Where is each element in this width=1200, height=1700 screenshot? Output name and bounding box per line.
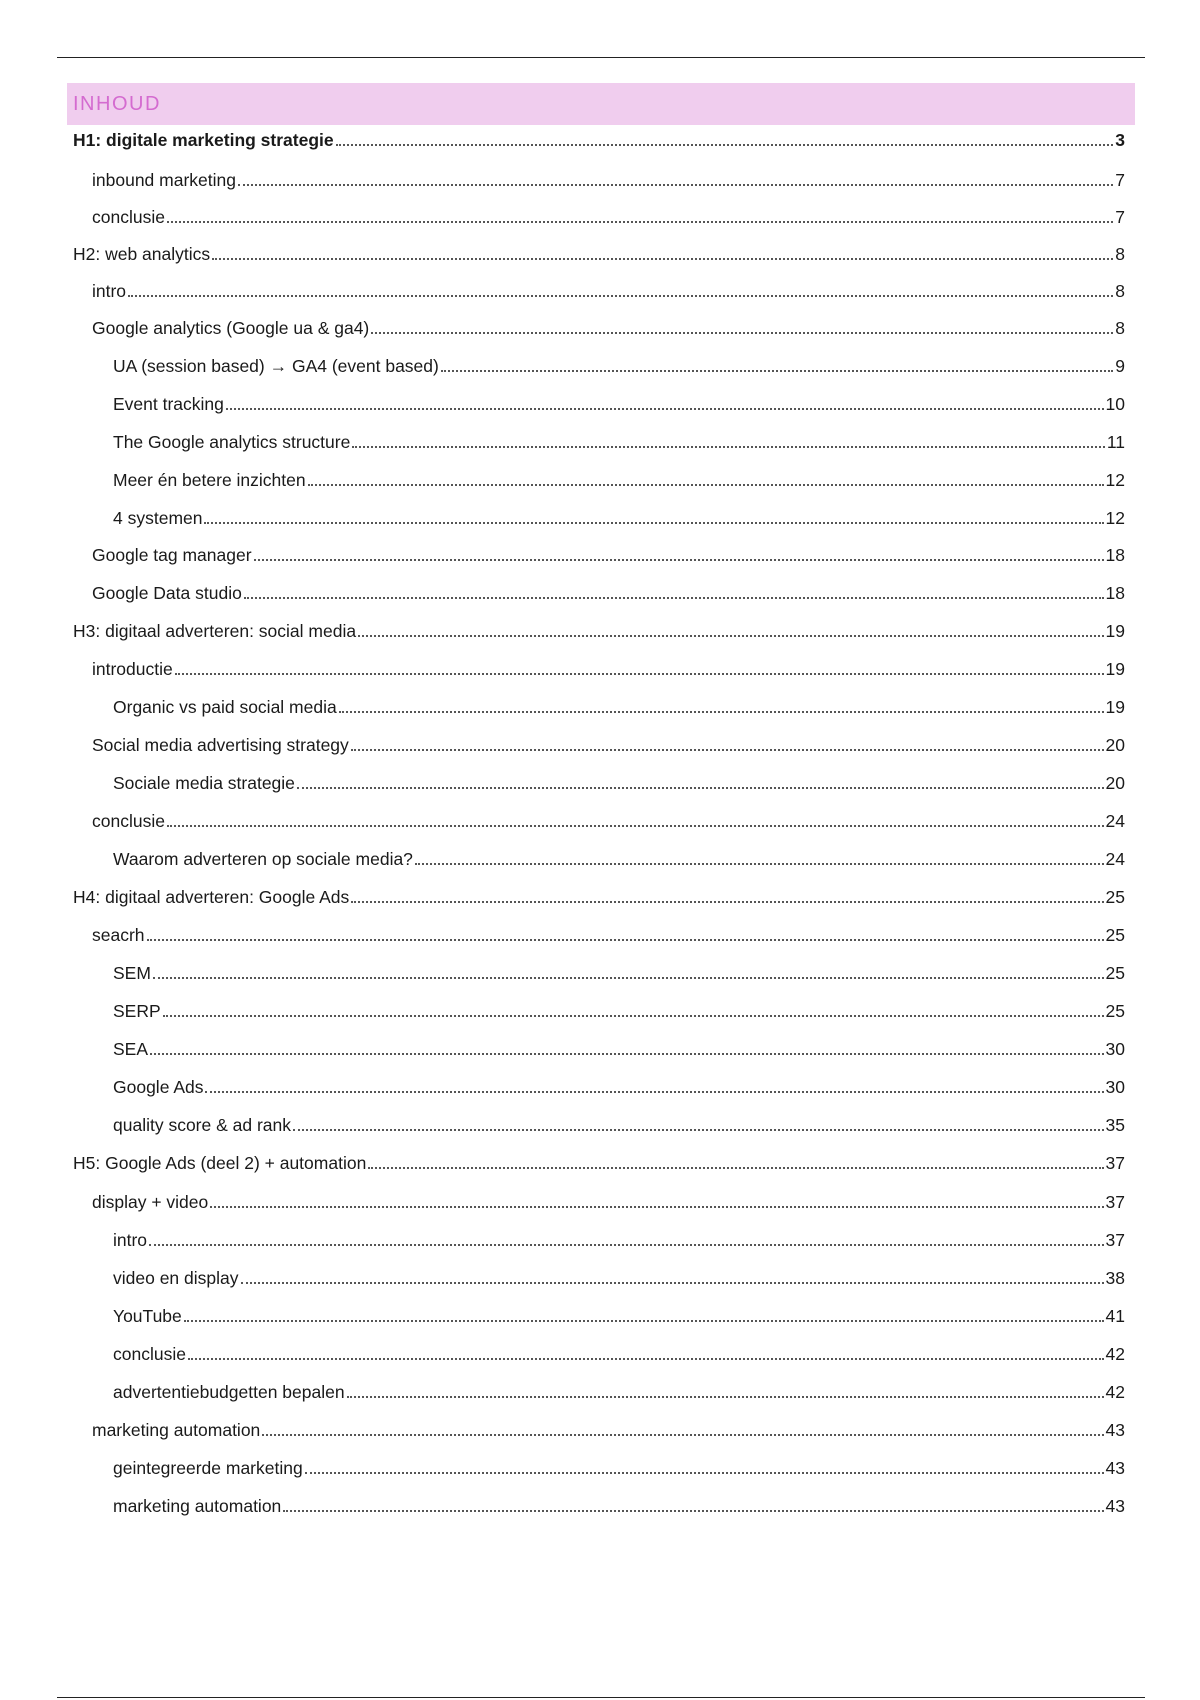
toc-entry-page-number: 43 xyxy=(1105,1420,1125,1440)
toc-entry-title: UA (session based) → GA4 (event based) xyxy=(113,356,439,376)
toc-entry-title: Google Ads xyxy=(113,1077,204,1097)
toc-entry-title: Waarom adverteren op sociale media? xyxy=(113,849,413,869)
toc-dot-leader xyxy=(212,252,1113,260)
toc-entry[interactable] xyxy=(73,961,1125,985)
toc-entry[interactable] xyxy=(73,1075,1125,1099)
toc-entry[interactable] xyxy=(73,543,1125,567)
toc-entry[interactable] xyxy=(73,1037,1125,1061)
toc-dot-leader xyxy=(339,705,1104,713)
toc-entry[interactable] xyxy=(73,1266,1125,1290)
toc-entry[interactable] xyxy=(73,771,1125,795)
toc-dot-leader xyxy=(441,364,1113,372)
toc-entry[interactable] xyxy=(73,1151,1125,1175)
toc-dot-leader xyxy=(153,971,1104,979)
toc-entry[interactable] xyxy=(73,1418,1125,1442)
toc-entry[interactable] xyxy=(73,657,1125,681)
toc-entry-page-number: 7 xyxy=(1115,207,1125,227)
toc-entry-page-number: 35 xyxy=(1105,1115,1125,1135)
toc-entry-title: video en display xyxy=(113,1268,239,1288)
toc-dot-leader xyxy=(167,819,1104,827)
toc-dot-leader xyxy=(371,326,1113,334)
toc-entry-title: display + video xyxy=(92,1192,209,1212)
toc-dot-leader xyxy=(147,933,1104,941)
toc-entry[interactable] xyxy=(73,1113,1125,1137)
toc-entry-title: geintegreerde marketing xyxy=(113,1458,303,1478)
toc-entry[interactable] xyxy=(73,279,1125,303)
toc-dot-leader xyxy=(204,516,1103,524)
toc-entry[interactable] xyxy=(73,392,1125,416)
toc-entry-title: Google Data studio xyxy=(92,583,242,603)
toc-entry-page-number: 37 xyxy=(1105,1153,1125,1173)
toc-entry-page-number: 12 xyxy=(1105,508,1125,528)
toc-entry[interactable] xyxy=(73,205,1125,229)
toc-entry-page-number: 25 xyxy=(1105,925,1125,945)
toc-entry[interactable] xyxy=(73,695,1125,719)
toc-entry-title: intro xyxy=(113,1230,148,1250)
toc-entry-page-number: 24 xyxy=(1105,811,1125,831)
toc-entry-title: advertentiebudgetten bepalen xyxy=(113,1382,345,1402)
toc-dot-leader xyxy=(351,743,1104,751)
toc-entry[interactable] xyxy=(73,1304,1125,1328)
toc-entry-title: SEA xyxy=(113,1039,149,1059)
toc-entry[interactable] xyxy=(73,847,1125,871)
toc-entry[interactable] xyxy=(73,1456,1125,1480)
toc-dot-leader xyxy=(128,289,1113,297)
toc-dot-leader xyxy=(210,1200,1103,1208)
top-rule xyxy=(57,57,1145,58)
toc-entry-title: Google analytics (Google ua & ga4) xyxy=(92,318,370,338)
toc-entry-title: H1: digitale marketing strategie xyxy=(73,130,334,150)
toc-entry-page-number: 18 xyxy=(1105,545,1125,565)
toc-entry[interactable] xyxy=(73,885,1125,909)
toc-dot-leader xyxy=(308,478,1104,486)
toc-dot-leader xyxy=(368,1161,1103,1169)
toc-dot-leader xyxy=(241,1276,1104,1284)
toc-entry[interactable] xyxy=(73,430,1125,454)
toc-entry[interactable] xyxy=(73,923,1125,947)
toc-entry-title: The Google analytics structure xyxy=(113,432,351,452)
toc-dot-leader xyxy=(205,1085,1103,1093)
toc-entry[interactable] xyxy=(73,1228,1125,1252)
toc-entry-page-number: 8 xyxy=(1115,244,1125,264)
toc-dot-leader xyxy=(150,1047,1104,1055)
toc-entry-page-number: 10 xyxy=(1105,394,1125,414)
toc-dot-leader xyxy=(336,138,1114,146)
toc-entry[interactable] xyxy=(73,1494,1125,1518)
bottom-rule xyxy=(57,1697,1145,1698)
toc-entry-page-number: 37 xyxy=(1105,1230,1125,1250)
toc-dot-leader xyxy=(244,591,1104,599)
toc-entry-page-number: 19 xyxy=(1105,697,1125,717)
toc-entry-page-number: 20 xyxy=(1105,773,1125,793)
toc-dot-leader xyxy=(175,667,1104,675)
toc-entry-page-number: 42 xyxy=(1105,1382,1125,1402)
toc-entry-page-number: 8 xyxy=(1115,281,1125,301)
toc-dot-leader xyxy=(254,553,1104,561)
toc-entry-title: seacrh xyxy=(92,925,145,945)
toc-entry-page-number: 18 xyxy=(1105,583,1125,603)
toc-entry-title: marketing automation xyxy=(113,1496,282,1516)
toc-entry-page-number: 8 xyxy=(1115,318,1125,338)
toc-entry-title: Google tag manager xyxy=(92,545,252,565)
toc-entry-title: Sociale media strategie xyxy=(113,773,295,793)
toc-dot-leader xyxy=(226,402,1104,410)
toc-dot-leader xyxy=(352,440,1104,448)
toc-entry[interactable] xyxy=(73,506,1125,530)
toc-entry[interactable] xyxy=(73,1342,1125,1366)
toc-entry-title: Organic vs paid social media xyxy=(113,697,337,717)
toc-entry-page-number: 30 xyxy=(1105,1077,1125,1097)
toc-entry-page-number: 25 xyxy=(1105,1001,1125,1021)
toc-entry-title: SEM xyxy=(113,963,151,983)
toc-entry-title: conclusie xyxy=(113,1344,186,1364)
toc-entry-page-number: 37 xyxy=(1105,1192,1125,1212)
toc-entry[interactable] xyxy=(73,168,1125,192)
toc-dot-leader xyxy=(149,1238,1103,1246)
toc-entry-title: Social media advertising strategy xyxy=(92,735,349,755)
toc-dot-leader xyxy=(358,629,1103,637)
toc-dot-leader xyxy=(283,1504,1103,1512)
toc-dot-leader xyxy=(184,1314,1104,1322)
toc-dot-leader xyxy=(163,1009,1104,1017)
toc-entry[interactable] xyxy=(73,354,1125,378)
toc-entry-title: quality score & ad rank xyxy=(113,1115,292,1135)
toc-entry-page-number: 24 xyxy=(1105,849,1125,869)
toc-entry-page-number: 19 xyxy=(1105,659,1125,679)
toc-entry-title: 4 systemen xyxy=(113,508,203,528)
toc-dot-leader xyxy=(347,1390,1104,1398)
toc-entry-page-number: 43 xyxy=(1105,1458,1125,1478)
toc-entry-title: inbound marketing xyxy=(92,170,236,190)
toc-entry[interactable] xyxy=(73,1380,1125,1404)
toc-entry-page-number: 3 xyxy=(1115,130,1125,150)
toc-dot-leader xyxy=(415,857,1104,865)
toc-entry-title: Meer én betere inzichten xyxy=(113,470,306,490)
toc-entry-page-number: 42 xyxy=(1105,1344,1125,1364)
toc-dot-leader xyxy=(188,1352,1104,1360)
toc-entry-title: introductie xyxy=(92,659,173,679)
toc-entry-title: conclusie xyxy=(92,207,165,227)
toc-entry-title: H4: digitaal adverteren: Google Ads xyxy=(73,887,350,907)
toc-dot-leader xyxy=(305,1466,1104,1474)
toc-entry[interactable] xyxy=(73,999,1125,1023)
toc-entry-title: H5: Google Ads (deel 2) + automation xyxy=(73,1153,367,1173)
toc-entry[interactable] xyxy=(73,242,1125,266)
toc-entry[interactable] xyxy=(73,1190,1125,1214)
toc-entry-page-number: 41 xyxy=(1105,1306,1125,1326)
toc-entry-title: H3: digitaal adverteren: social media xyxy=(73,621,357,641)
toc-entry[interactable] xyxy=(73,316,1125,340)
toc-entry-page-number: 25 xyxy=(1105,887,1125,907)
toc-dot-leader xyxy=(351,895,1103,903)
toc-entry[interactable] xyxy=(73,468,1125,492)
toc-entry[interactable] xyxy=(73,128,1125,152)
toc-entry[interactable] xyxy=(73,809,1125,833)
toc-entry-title: conclusie xyxy=(92,811,165,831)
toc-dot-leader xyxy=(297,781,1104,789)
toc-entry-page-number: 30 xyxy=(1105,1039,1125,1059)
toc-entry-title: intro xyxy=(92,281,127,301)
toc-entry-page-number: 38 xyxy=(1105,1268,1125,1288)
toc-entry-page-number: 9 xyxy=(1115,356,1125,376)
toc-entry-page-number: 43 xyxy=(1105,1496,1125,1516)
toc-dot-leader xyxy=(167,215,1113,223)
toc-entry-title: Event tracking xyxy=(113,394,224,414)
toc-entry[interactable] xyxy=(73,619,1125,643)
toc-entry-title: H2: web analytics xyxy=(73,244,211,264)
toc-entry-page-number: 25 xyxy=(1105,963,1125,983)
toc-entry-page-number: 19 xyxy=(1105,621,1125,641)
toc-entry-title: YouTube xyxy=(113,1306,182,1326)
toc-entry-page-number: 11 xyxy=(1106,432,1125,452)
toc-entry-page-number: 7 xyxy=(1115,170,1125,190)
toc-entry-page-number: 20 xyxy=(1105,735,1125,755)
toc-entry-page-number: 12 xyxy=(1105,470,1125,490)
toc-heading: INHOUD xyxy=(73,92,161,115)
toc-dot-leader xyxy=(238,178,1113,186)
toc-dot-leader xyxy=(262,1428,1103,1436)
toc-entry[interactable] xyxy=(73,733,1125,757)
toc-heading-bar xyxy=(67,83,1135,125)
toc-entry[interactable] xyxy=(73,581,1125,605)
toc-dot-leader xyxy=(293,1123,1104,1131)
toc-entry-title: marketing automation xyxy=(92,1420,261,1440)
toc-entry-title: SERP xyxy=(113,1001,161,1021)
